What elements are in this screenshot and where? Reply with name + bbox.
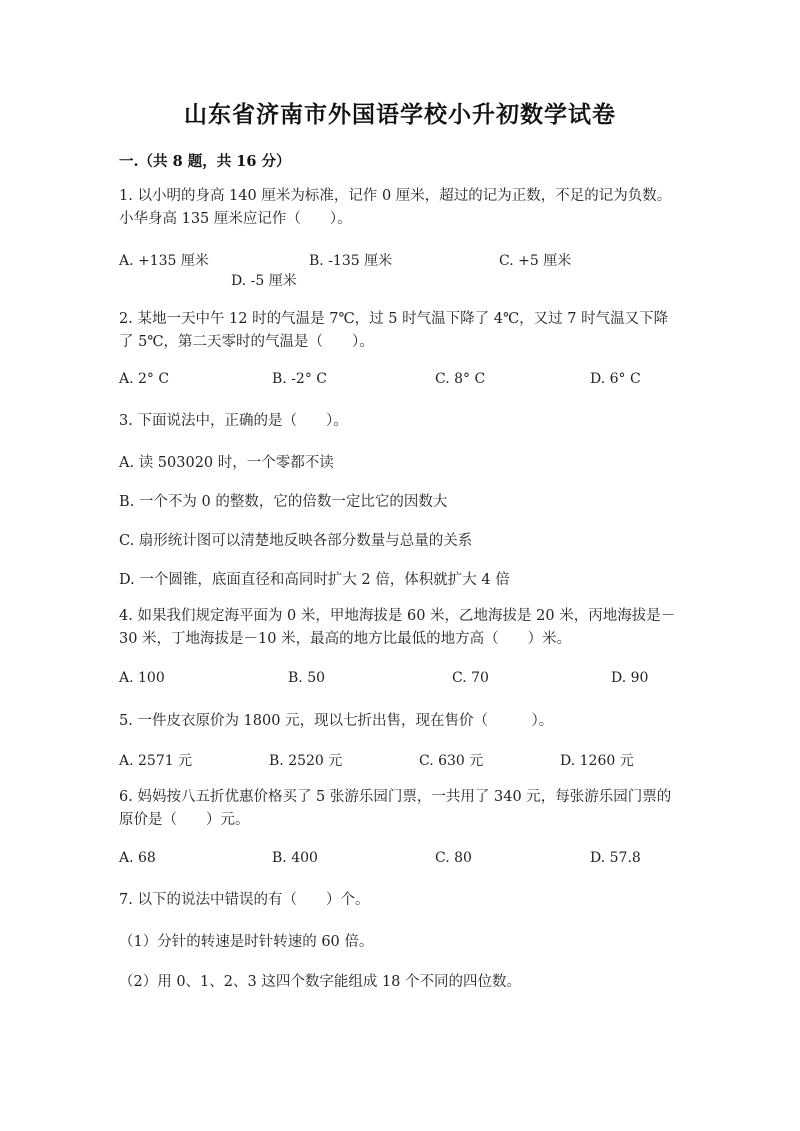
- question-2-stem: 2. 某地一天中午 12 时的气温是 7℃，过 5 时气温下降了 4℃，又过 7 时气温又下降了 5℃，第二天零时的气温是（ ）。: [119, 311, 669, 350]
- question-5-option-d: D. 1260 元: [560, 753, 634, 769]
- question-1-option-a: A. +135 厘米: [119, 253, 209, 269]
- question-7-statement-1: （1）分针的转速是时针转速的 60 倍。: [119, 934, 374, 950]
- page-title: 山东省济南市外国语学校小升初数学试卷: [184, 101, 616, 128]
- question-2-option-b: B. -2° C: [272, 371, 327, 387]
- question-4-option-b: B. 50: [288, 670, 326, 686]
- question-5-stem: 5. 一件皮衣原价为 1800 元，现以七折出售，现在售价（ ）。: [119, 713, 554, 729]
- question-2-option-d: D. 6° C: [590, 371, 641, 387]
- question-7-statement-2: （2）用 0、1、2、3 这四个数字能组成 18 个不同的四位数。: [119, 974, 522, 990]
- question-2-option-a: A. 2° C: [119, 371, 170, 387]
- question-4-option-d: D. 90: [611, 670, 649, 686]
- question-3-option-c: C. 扇形统计图可以清楚地反映各部分数量与总量的关系: [119, 533, 473, 549]
- question-6-option-b: B. 400: [272, 850, 318, 866]
- question-5-option-c: C. 630 元: [419, 753, 484, 769]
- question-3-stem: 3. 下面说法中，正确的是（ ）。: [119, 413, 348, 429]
- question-3-option-a: A. 读 503020 时，一个零都不读: [119, 455, 334, 471]
- question-4-option-a: A. 100: [119, 670, 165, 686]
- question-4-stem: 4. 如果我们规定海平面为 0 米，甲地海拔是 60 米，乙地海拔是 20 米，丙地海拔是－30 米，丁地海拔是－10 米，最高的地方比最低的地方高（ ）米。: [119, 608, 676, 647]
- question-5-option-a: A. 2571 元: [119, 753, 193, 769]
- question-1-stem: 1. 以小明的身高 140 厘米为标准，记作 0 厘米，超过的记为正数，不足的记为负数。小华身高 135 厘米应记作（ ）。: [119, 188, 672, 227]
- question-6-option-a: A. 68: [119, 850, 156, 866]
- question-6-option-c: C. 80: [435, 850, 472, 866]
- question-5-option-b: B. 2520 元: [269, 753, 343, 769]
- question-2-option-c: C. 8° C: [435, 371, 486, 387]
- question-1-option-c: C. +5 厘米: [499, 253, 572, 269]
- question-4-option-c: C. 70: [452, 670, 489, 686]
- question-6-stem: 6. 妈妈按八五折优惠价格买了 5 张游乐园门票，一共用了 340 元，每张游乐园门票的原价是（ ）元。: [119, 789, 672, 828]
- section-heading: 一.（共 8 题，共 16 分）: [119, 153, 291, 170]
- question-3-option-b: B. 一个不为 0 的整数，它的倍数一定比它的因数大: [119, 494, 448, 510]
- question-7-stem: 7. 以下的说法中错误的有（ ）个。: [119, 892, 370, 908]
- question-1-option-b: B. -135 厘米: [309, 253, 393, 269]
- question-1-options: [119, 250, 699, 298]
- question-6-option-d: D. 57.8: [590, 850, 641, 866]
- question-3-option-d: D. 一个圆锥，底面直径和高同时扩大 2 倍，体积就扩大 4 倍: [119, 572, 510, 588]
- question-1-option-d: D. -5 厘米: [231, 273, 297, 289]
